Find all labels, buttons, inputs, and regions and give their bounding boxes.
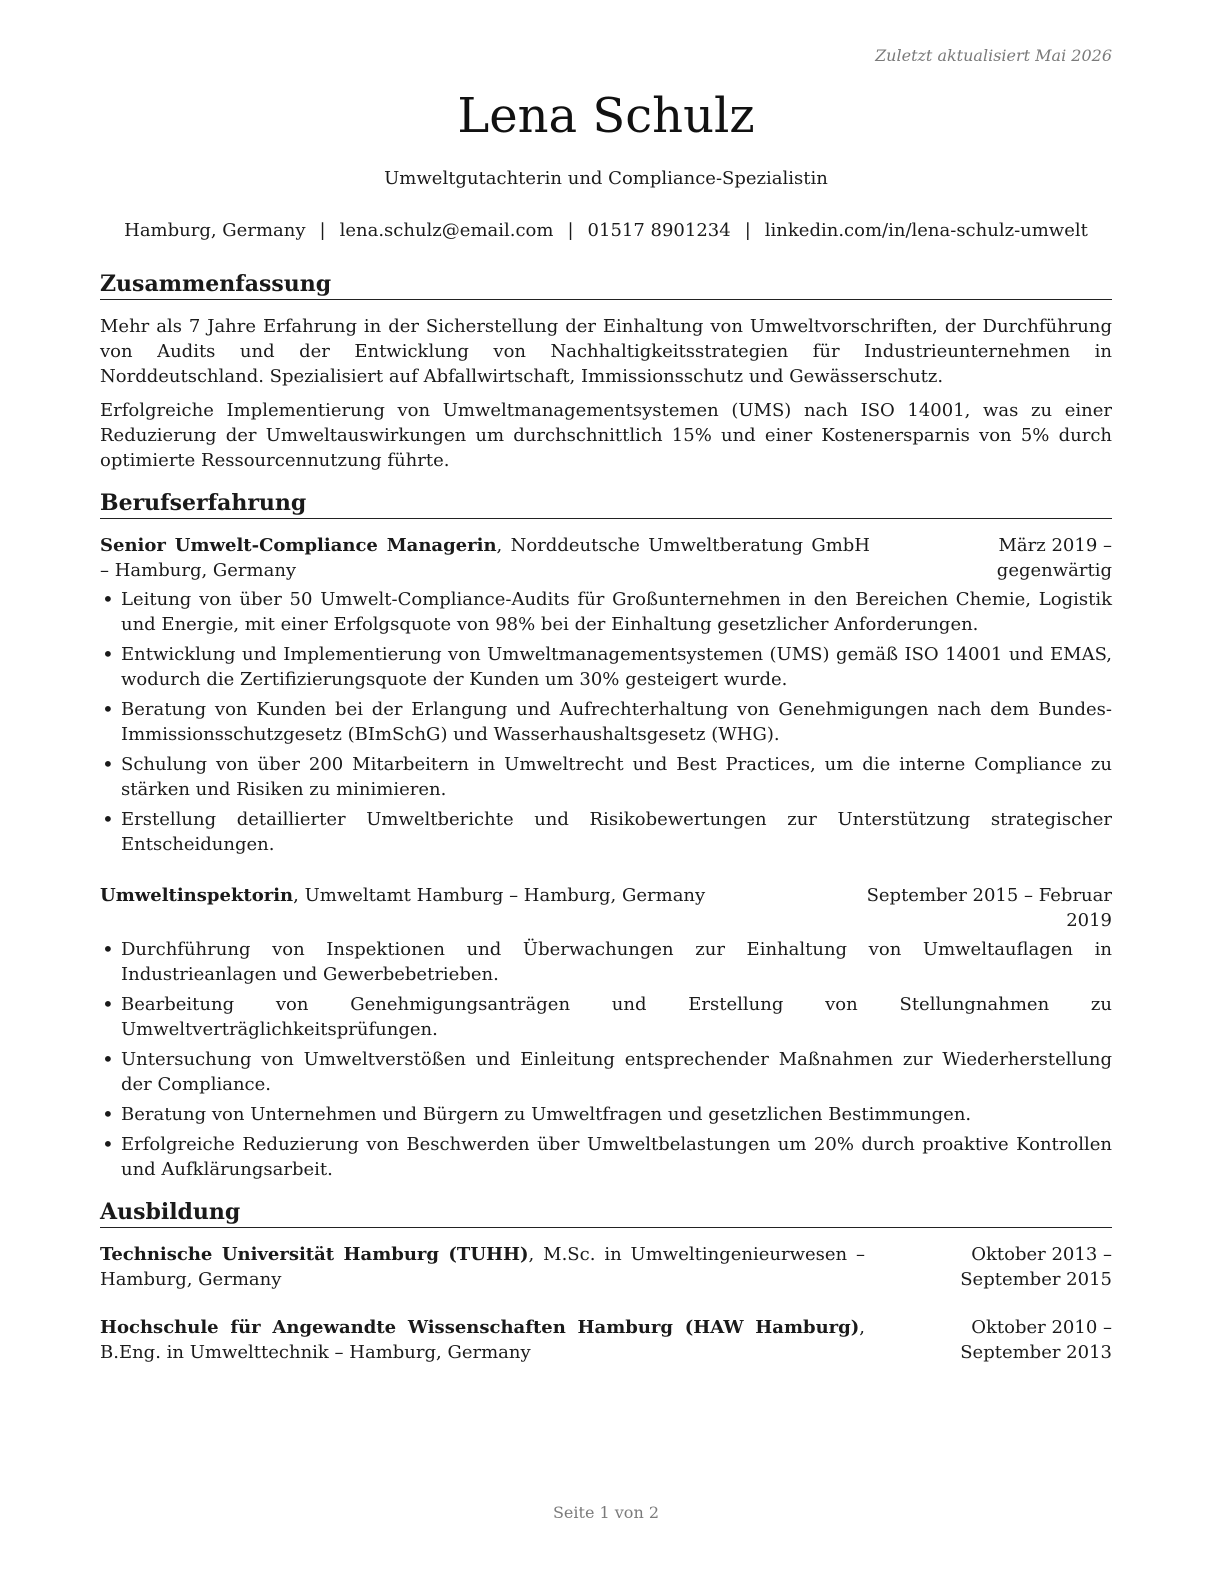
education-detail: , M.Sc. in Umweltingenieurwesen – Hamburg, Germany — [100, 1244, 865, 1290]
job-dates: März 2019 – gegenwärtig — [996, 535, 1112, 581]
job-bullet: • Erfolgreiche Reduzierung von Beschwerden über Umweltbelastungen um 20% durch proaktive Kontrollen und Aufklärungsarbeit. — [100, 1132, 1112, 1182]
job-bullet: • Leitung von über 50 Umwelt-Compliance-Audits für Großunternehmen in den Bereichen Chemie, Logistik und Energie, mit einer Erfolgsquote von 98% bei der Einhaltung gesetzlicher Anforderungen. — [100, 587, 1112, 637]
contact-separator: | — [567, 220, 574, 241]
summary-section — [100, 270, 1112, 473]
job-bullet: • Schulung von über 200 Mitarbeitern in Umweltrecht und Best Practices, um die interne Compliance zu stärken und Risiken zu minimieren. — [100, 752, 1112, 802]
education-title-line — [100, 1242, 877, 1292]
resume-content — [100, 270, 1112, 1388]
summary-paragraph: Erfolgreiche Implementierung von Umweltmanagementsystemen (UMS) nach ISO 14001, was zu einer Reduzierung der Umweltauswirkungen um durchschnittlich 15% und einer Kostenersparnis von 5% durch optimierte Ressourcennutzung führte. — [100, 400, 1112, 471]
job-bullet: • Durchführung von Inspektionen und Überwachungen zur Einhaltung von Umweltauflagen in Industrieanlagen und Gewerbebetrieben. — [100, 937, 1112, 987]
job-bullet: • Bearbeitung von Genehmigungsanträgen und Erstellung von Stellungnahmen zu Umweltverträglichkeitsprüfungen. — [100, 992, 1112, 1042]
job-bullet: • Entwicklung und Implementierung von Umweltmanagementsystemen (UMS) gemäß ISO 14001 und EMAS, wodurch die Zertifizierungsquote der Kunden um 30% gesteigert wurde. — [100, 642, 1112, 692]
job-dates: September 2015 – Februar 2019 — [866, 885, 1112, 931]
experience-heading: Berufserfahrung — [100, 489, 1112, 519]
education-school: Technische Universität Hamburg (TUHH) — [100, 1244, 529, 1265]
education-heading: Ausbildung — [100, 1198, 1112, 1228]
education-detail: , B.Eng. in Umwelttechnik – Hamburg, Germany — [100, 1317, 865, 1363]
contact-email[interactable]: lena.schulz@email.com — [339, 220, 554, 241]
job-organization: , Umweltamt Hamburg – Hamburg, Germany — [293, 885, 706, 906]
job-bullet: • Erstellung detaillierter Umweltberichte und Risikobewertungen zur Unterstützung strategischer Entscheidungen. — [100, 807, 1112, 857]
job-header — [100, 883, 1112, 933]
education-title-line — [100, 1315, 877, 1365]
job-bullet: • Beratung von Kunden bei der Erlangung und Aufrechterhaltung von Genehmigungen nach dem Bundes-Immissionsschutzgesetz (BImSchG) und Wasserhaushaltsgesetz (WHG). — [100, 697, 1112, 747]
contact-line — [0, 218, 1212, 243]
education-school: Hochschule für Angewandte Wissenschaften Hamburg (HAW Hamburg) — [100, 1317, 860, 1338]
last-updated: Zuletzt aktualisiert Mai 2026 — [875, 46, 1112, 65]
candidate-title: Umweltgutachterin und Compliance-Spezialistin — [384, 168, 828, 189]
job-bullet: • Beratung von Unternehmen und Bürgern zu Umweltfragen und gesetzlichen Bestimmungen. — [100, 1102, 1112, 1127]
education-entry — [100, 1242, 1112, 1292]
summary-heading: Zusammenfassung — [100, 270, 1112, 300]
summary-paragraph: Mehr als 7 Jahre Erfahrung in der Sicherstellung der Einhaltung von Umweltvorschriften, der Durchführung von Audits und der Entwicklung von Nachhaltigkeitsstrategien für Industrieunternehmen in Norddeutschland. Spezialisiert auf Abfallwirtschaft, Immissionsschutz und Gewässerschutz. — [100, 316, 1112, 387]
education-section — [100, 1198, 1112, 1365]
contact-separator: | — [319, 220, 326, 241]
contact-location: Hamburg, Germany — [124, 220, 306, 241]
job-header — [100, 533, 1112, 583]
job-organization: , Norddeutsche Umweltberatung GmbH – Hamburg, Germany — [100, 535, 870, 581]
education-dates: Oktober 2010 – September 2013 — [960, 1317, 1112, 1363]
job-entry — [100, 883, 1112, 1182]
candidate-name: Lena Schulz — [457, 88, 755, 144]
job-role: Senior Umwelt-Compliance Managerin — [100, 535, 497, 556]
contact-separator: | — [744, 220, 751, 241]
job-role: Umweltinspektorin — [100, 885, 294, 906]
job-title-line — [100, 533, 882, 583]
education-entry — [100, 1315, 1112, 1365]
job-title-line — [100, 883, 862, 908]
job-entry — [100, 533, 1112, 857]
contact-phone[interactable]: 01517 8901234 — [587, 220, 731, 241]
contact-linkedin[interactable]: linkedin.com/in/lena-schulz-umwelt — [764, 220, 1088, 241]
job-bullet: • Untersuchung von Umweltverstößen und Einleitung entsprechender Maßnahmen zur Wiederherstellung der Compliance. — [100, 1047, 1112, 1097]
page-number: Seite 1 von 2 — [552, 1503, 660, 1522]
job-bullets — [100, 937, 1112, 1182]
education-dates: Oktober 2013 – September 2015 — [960, 1244, 1112, 1290]
job-bullets — [100, 587, 1112, 857]
experience-section — [100, 489, 1112, 1182]
